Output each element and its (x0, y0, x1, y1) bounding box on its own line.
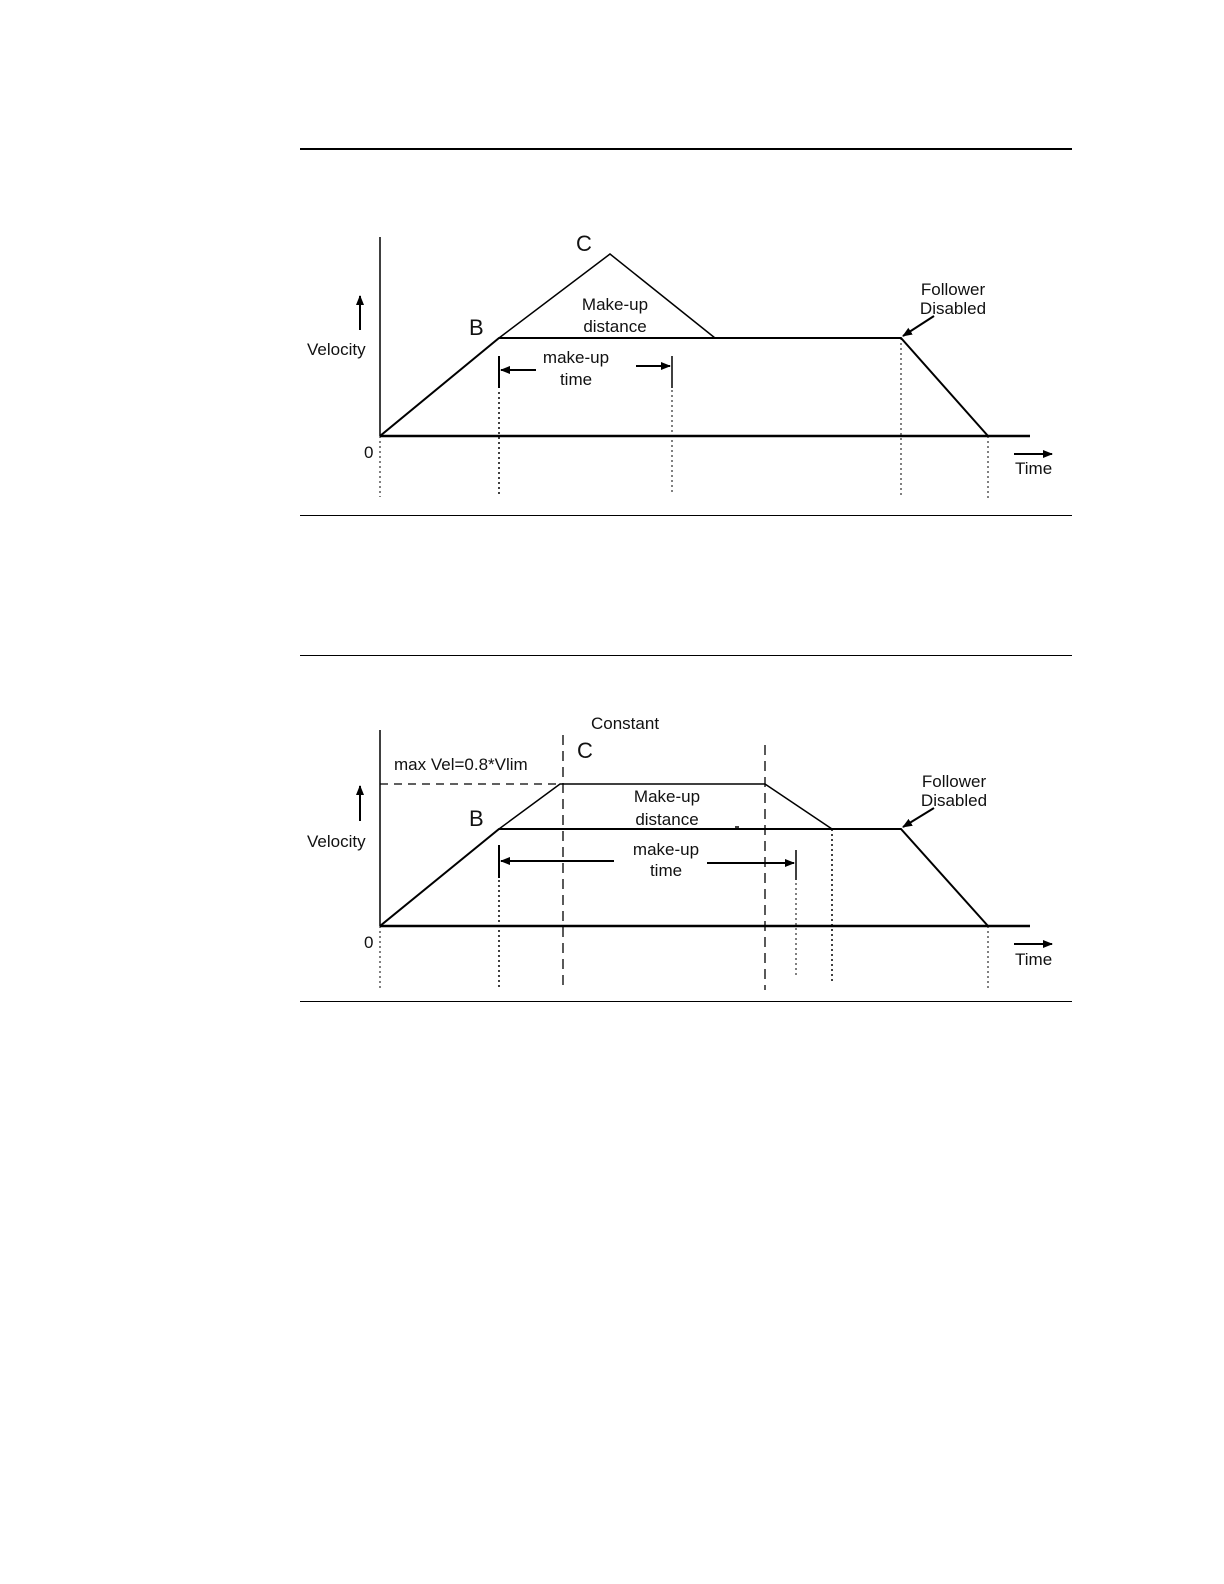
velocity-profile (380, 338, 988, 436)
makeup-time-label-2: time (559, 370, 593, 389)
figure1-velocity-diagram (0, 220, 1224, 510)
point-b-label: B (469, 806, 484, 831)
point-c-label: C (577, 738, 593, 763)
follower-pointer-arrow (903, 808, 934, 827)
time-label: Time (1015, 459, 1053, 478)
follower-pointer-arrow (903, 316, 934, 336)
makeup-distance-label-2: distance (583, 317, 647, 336)
max-vel-label: max Vel=0.8*Vlim (394, 755, 528, 774)
follower-label-2: Disabled (919, 299, 987, 318)
makeup-distance-label-2: distance (635, 810, 699, 829)
makeup-time-label-2: time (649, 861, 683, 880)
constant-label: Constant (591, 714, 660, 733)
figure1-top-rule (300, 148, 1072, 150)
velocity-label: Velocity (307, 832, 366, 851)
figure2-bottom-rule (300, 1001, 1072, 1002)
point-c-label: C (576, 231, 592, 256)
makeup-time-label-1: make-up (632, 840, 700, 859)
follower-label-1: Follower (920, 280, 986, 299)
figure2-top-rule (300, 655, 1072, 656)
figure1-bottom-rule (300, 515, 1072, 516)
origin-label: 0 (364, 933, 374, 952)
figure2-velocity-diagram (0, 705, 1224, 995)
time-label: Time (1015, 950, 1053, 969)
follower-label-1: Follower (921, 772, 987, 791)
point-b-label: B (469, 315, 484, 340)
follower-label-2: Disabled (920, 791, 988, 810)
velocity-label: Velocity (307, 340, 366, 359)
makeup-distance-label-1: Make-up (633, 787, 701, 806)
origin-label: 0 (364, 443, 374, 462)
makeup-distance-label-1: Make-up (581, 295, 649, 314)
makeup-time-label-1: make-up (542, 348, 610, 367)
